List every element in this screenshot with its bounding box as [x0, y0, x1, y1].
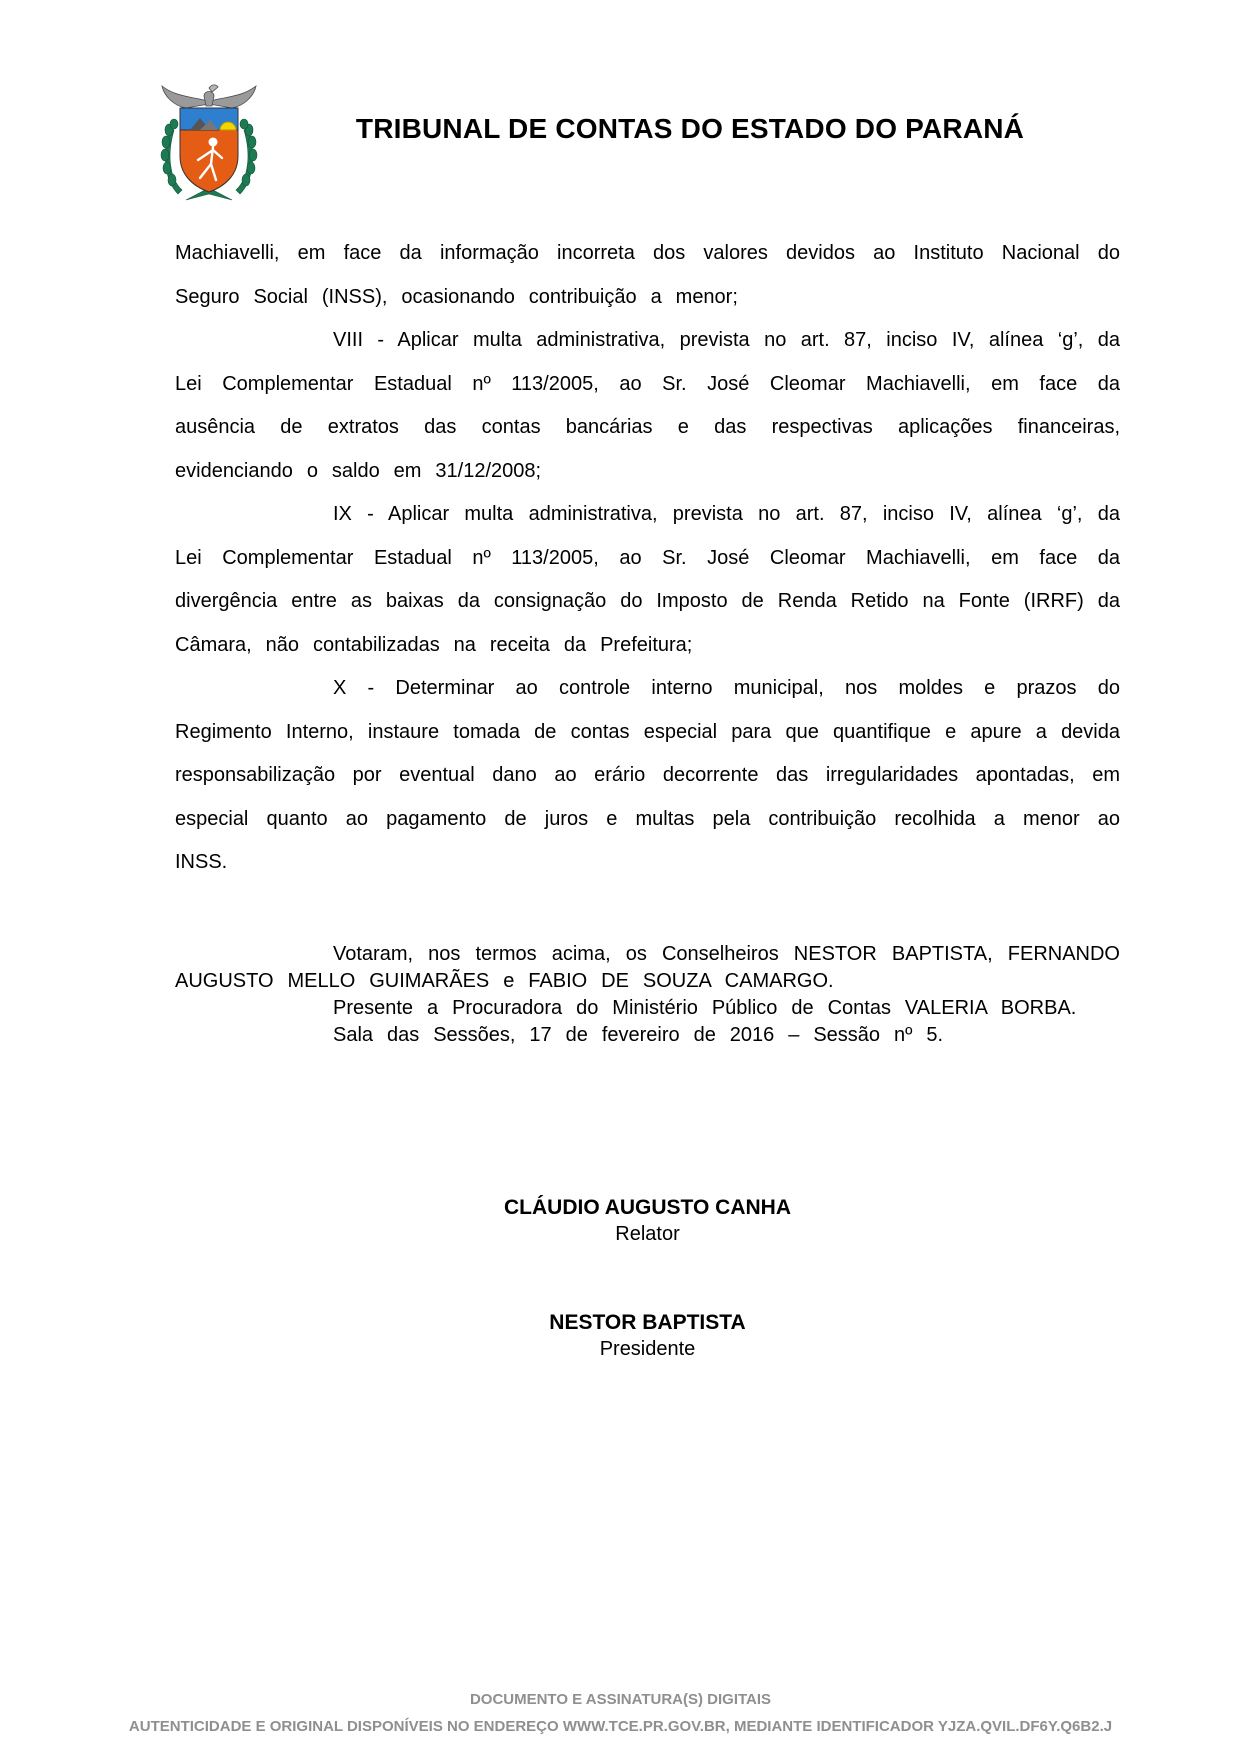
closing-votaram: Votaram, nos termos acima, os Conselheiros NESTOR BAPTISTA, FERNANDO AUGUSTO MELLO GUIMARÃES e FABIO DE SOUZA CAMARGO. — [175, 942, 1120, 992]
signature-presidente — [175, 1309, 1120, 1363]
closing-sala: Sala das Sessões, 17 de fevereiro de 2016 – Sessão nº 5. — [333, 1024, 944, 1047]
signature-name: CLÁUDIO AUGUSTO CANHA — [504, 1196, 791, 1219]
footer-line-2: AUTENTICIDADE E ORIGINAL DISPONÍVEIS NO ENDEREÇO WWW.TCE.PR.GOV.BR, MEDIANTE IDENTIFICADOR YJZA.QVIL.DF6Y.Q6B2.J — [128, 1718, 1113, 1735]
shield — [180, 108, 238, 192]
parana-coat-of-arms-logo — [156, 82, 262, 206]
paragraph-item-x: X - Determinar ao controle interno municipal, nos moldes e prazos do Regimento Interno, instaure tomada de contas especial para que quantifique e apure a devida responsabilização por eventual dano ao erário decorrente das irregularidades apontadas, em especial quanto ao pagamento de juros e multas pela contribuição recolhida a menor ao INSS. — [175, 677, 1120, 873]
closing-presente: Presente a Procuradora do Ministério Público de Contas VALERIA BORBA. — [333, 997, 1077, 1020]
signature-section — [175, 1194, 1120, 1363]
digital-signature-footer — [0, 1686, 1241, 1740]
closing-block — [175, 941, 1120, 1050]
eagle-crest — [162, 85, 256, 108]
document-body — [175, 232, 1120, 1050]
page-title: TRIBUNAL DE CONTAS DO ESTADO DO PARANÁ — [355, 113, 1025, 144]
coat-of-arms-icon — [156, 82, 262, 206]
paragraph-continuation: Machiavelli, em face da informação incorreta dos valores devidos ao Instituto Nacional do Seguro Social (INSS), ocasionando contribuição a menor; — [175, 242, 1120, 308]
footer-line-1: DOCUMENTO E ASSINATURA(S) DIGITAIS — [469, 1691, 772, 1708]
signature-name: NESTOR BAPTISTA — [549, 1311, 746, 1334]
signature-role: Relator — [615, 1223, 680, 1245]
paragraph-item-viii: VIII - Aplicar multa administrativa, prevista no art. 87, inciso IV, alínea ‘g’, da Lei Complementar Estadual nº 113/2005, ao Sr. José Cleomar Machiavelli, em face da ausência de extratos das contas bancárias e das respectivas aplicações financeiras, evidenciando o saldo em 31/12/2008; — [175, 329, 1120, 482]
signature-role: Presidente — [599, 1338, 696, 1360]
signature-relator — [175, 1194, 1120, 1248]
paragraph-item-ix: IX - Aplicar multa administrativa, prevista no art. 87, inciso IV, alínea ‘g’, da Lei Complementar Estadual nº 113/2005, ao Sr. José Cleomar Machiavelli, em face da divergência entre as baixas da consignação do Imposto de Renda Retido na Fonte (IRRF) da Câmara, não contabilizadas na receita da Prefeitura; — [175, 503, 1120, 656]
